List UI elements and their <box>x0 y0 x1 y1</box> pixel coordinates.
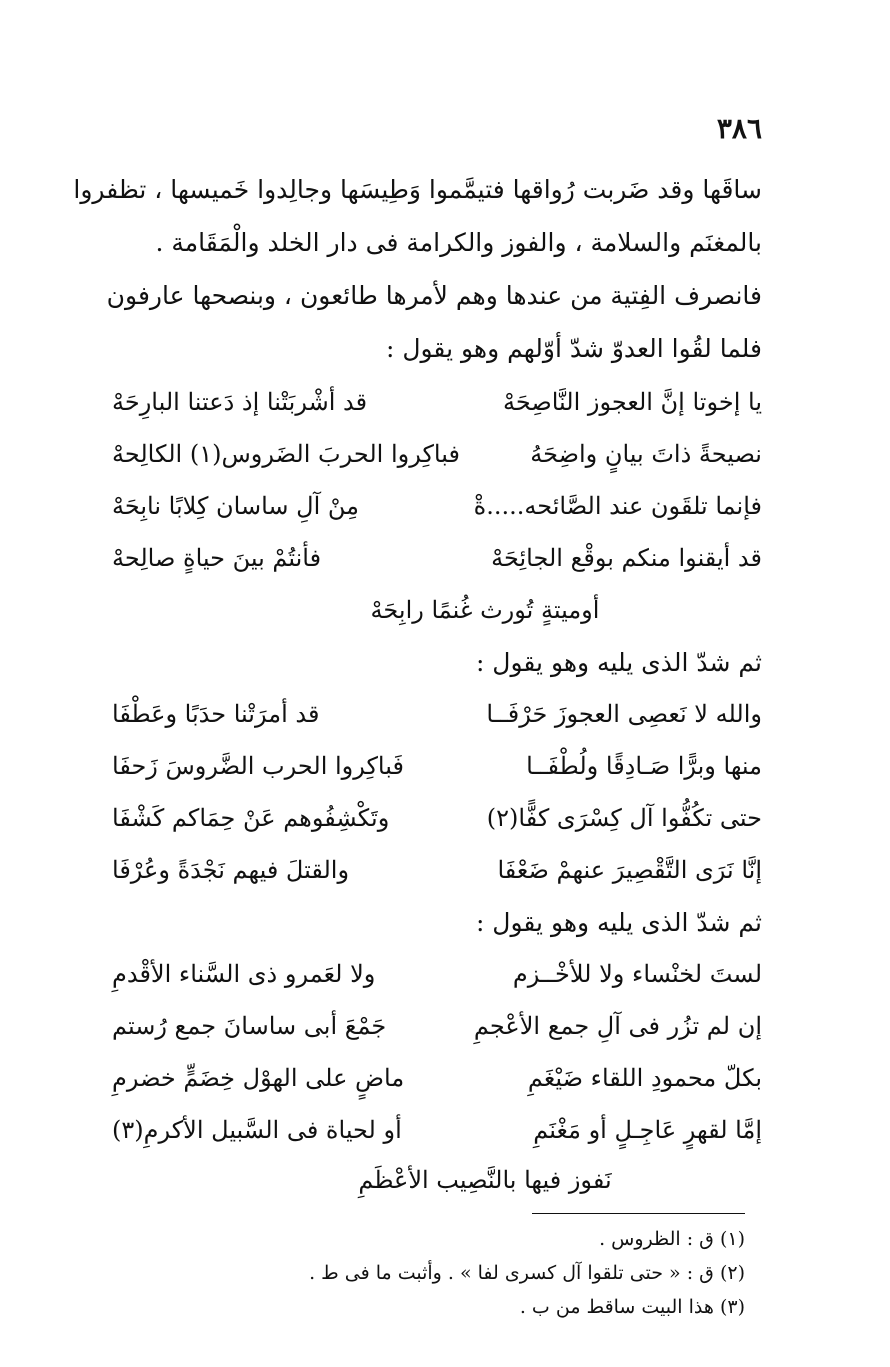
verse-line <box>112 440 762 490</box>
verse-line <box>112 960 762 1010</box>
verse-second-hemistich: ماضٍ على الهوْل خِضَمٍّ خضرمِ <box>112 1064 405 1092</box>
poem-intro: ثم شدّ الذى يليه وهو يقول : <box>475 908 762 937</box>
verse-single-line: أوميتةٍ تُورث غُنمًا رابِحَهْ <box>370 596 600 624</box>
verse-second-hemistich: جَمْعَ أبى ساسانَ جمع رُستم <box>112 1012 387 1040</box>
verse-line <box>112 856 762 906</box>
verse-first-hemistich: والله لا نَعصِى العجوزَ حَرْفَــا <box>486 700 762 728</box>
verse-second-hemistich: وتَكْشِفُوهم عَنْ حِمَاكم كَشْفَا <box>112 804 390 832</box>
verse-first-hemistich: حتى تكُفُّوا آل كِسْرَى كفًّا(٢) <box>486 804 762 832</box>
verse-second-hemistich: فباكِروا الحربَ الضَروس(١) الكالِحهْ <box>112 440 460 468</box>
verse-first-hemistich: فإنما تلقَون عند الصَّائحه.....ةْ <box>473 492 762 520</box>
prose-line: بالمغنَم والسلامة ، والفوز والكرامة فى دار الخلد والْمَقَامة . <box>155 228 762 257</box>
verse-first-hemistich: نصيحةً ذاتَ بيانٍ واضِحَهُ <box>530 440 762 468</box>
footnote: (٢) ق : « حتى تلقوا آل كسرى لفا » . وأثبت ما فى ط . <box>309 1262 745 1284</box>
footnote-divider <box>532 1213 745 1214</box>
verse-second-hemistich: قد أشْربَتْنا إذ دَعتنا البارِحَهْ <box>112 388 368 416</box>
verse-first-hemistich: يا إخوتا إنَّ العجوز النَّاصِحَهْ <box>502 388 762 416</box>
verse-line <box>112 1064 762 1114</box>
verse-single-line: نَفوز فيها بالنَّصِيب الأعْظَمِ <box>358 1166 612 1194</box>
prose-line: فلما لقُوا العدوّ شدّ أوّلهم وهو يقول : <box>385 334 762 363</box>
footnote: (١) ق : الظروس . <box>599 1228 745 1250</box>
verse-second-hemistich: والقتلَ فيهم نَجْدَةً وعُرْفَا <box>112 856 350 884</box>
verse-first-hemistich: منها وبرًّا صَـادِقًا ولُطْفَــا <box>526 752 762 780</box>
verse-second-hemistich: فأنتُمْ بينَ حياةٍ صالِحهْ <box>112 544 322 572</box>
prose-line: ساقَها وقد ضَربت رُواقها فتيمَّموا وَطِيسَها وجالِدوا خَميسها ، تظفروا <box>73 175 762 204</box>
footnote: (٣) هذا البيت ساقط من ب . <box>519 1296 745 1318</box>
verse-line <box>112 1012 762 1062</box>
verse-line <box>112 804 762 854</box>
poem-intro: ثم شدّ الذى يليه وهو يقول : <box>475 648 762 677</box>
verse-first-hemistich: إنَّا نَرَى التَّقْصِيرَ عنهمْ ضَعْفَا <box>497 856 762 884</box>
verse-first-hemistich: بكلّ محمودِ اللقاء ضَيْغَمِ <box>527 1064 762 1092</box>
verse-second-hemistich: مِنْ آلِ ساسان كِلابًا نابِحَهْ <box>112 492 359 520</box>
verse-line <box>112 492 762 542</box>
verse-line <box>112 700 762 750</box>
verse-first-hemistich: لستَ لخنْساء ولا للأخْــزم <box>512 960 762 988</box>
verse-line <box>112 544 762 594</box>
verse-second-hemistich: فَباكِروا الحرب الضَّروسَ زَحفَا <box>112 752 404 780</box>
prose-line: فانصرف الفِتية من عندها وهم لأمرها طائعون ، وبنصحها عارفون <box>106 281 762 310</box>
verse-line <box>112 752 762 802</box>
verse-line <box>112 1116 762 1166</box>
verse-second-hemistich: ولا لعَمرو ذى السَّناء الأقْدمِ <box>112 960 376 988</box>
verse-first-hemistich: قد أيقنوا منكم بوقْع الجائِحَهْ <box>491 544 762 572</box>
page-number: ٣٨٦ <box>716 112 762 145</box>
verse-first-hemistich: إن لم تزُر فى آلِ جمع الأعْجمِ <box>473 1012 762 1040</box>
verse-second-hemistich: أو لحياة فى السَّبيل الأكرمِ(٣) <box>112 1116 402 1144</box>
verse-second-hemistich: قد أمرَتْنا حدَبًا وعَطْفَا <box>112 700 320 728</box>
verse-first-hemistich: إمَّا لقهرٍ عَاجِـلٍ أو مَغْنَمِ <box>533 1116 762 1144</box>
verse-line <box>112 388 762 438</box>
